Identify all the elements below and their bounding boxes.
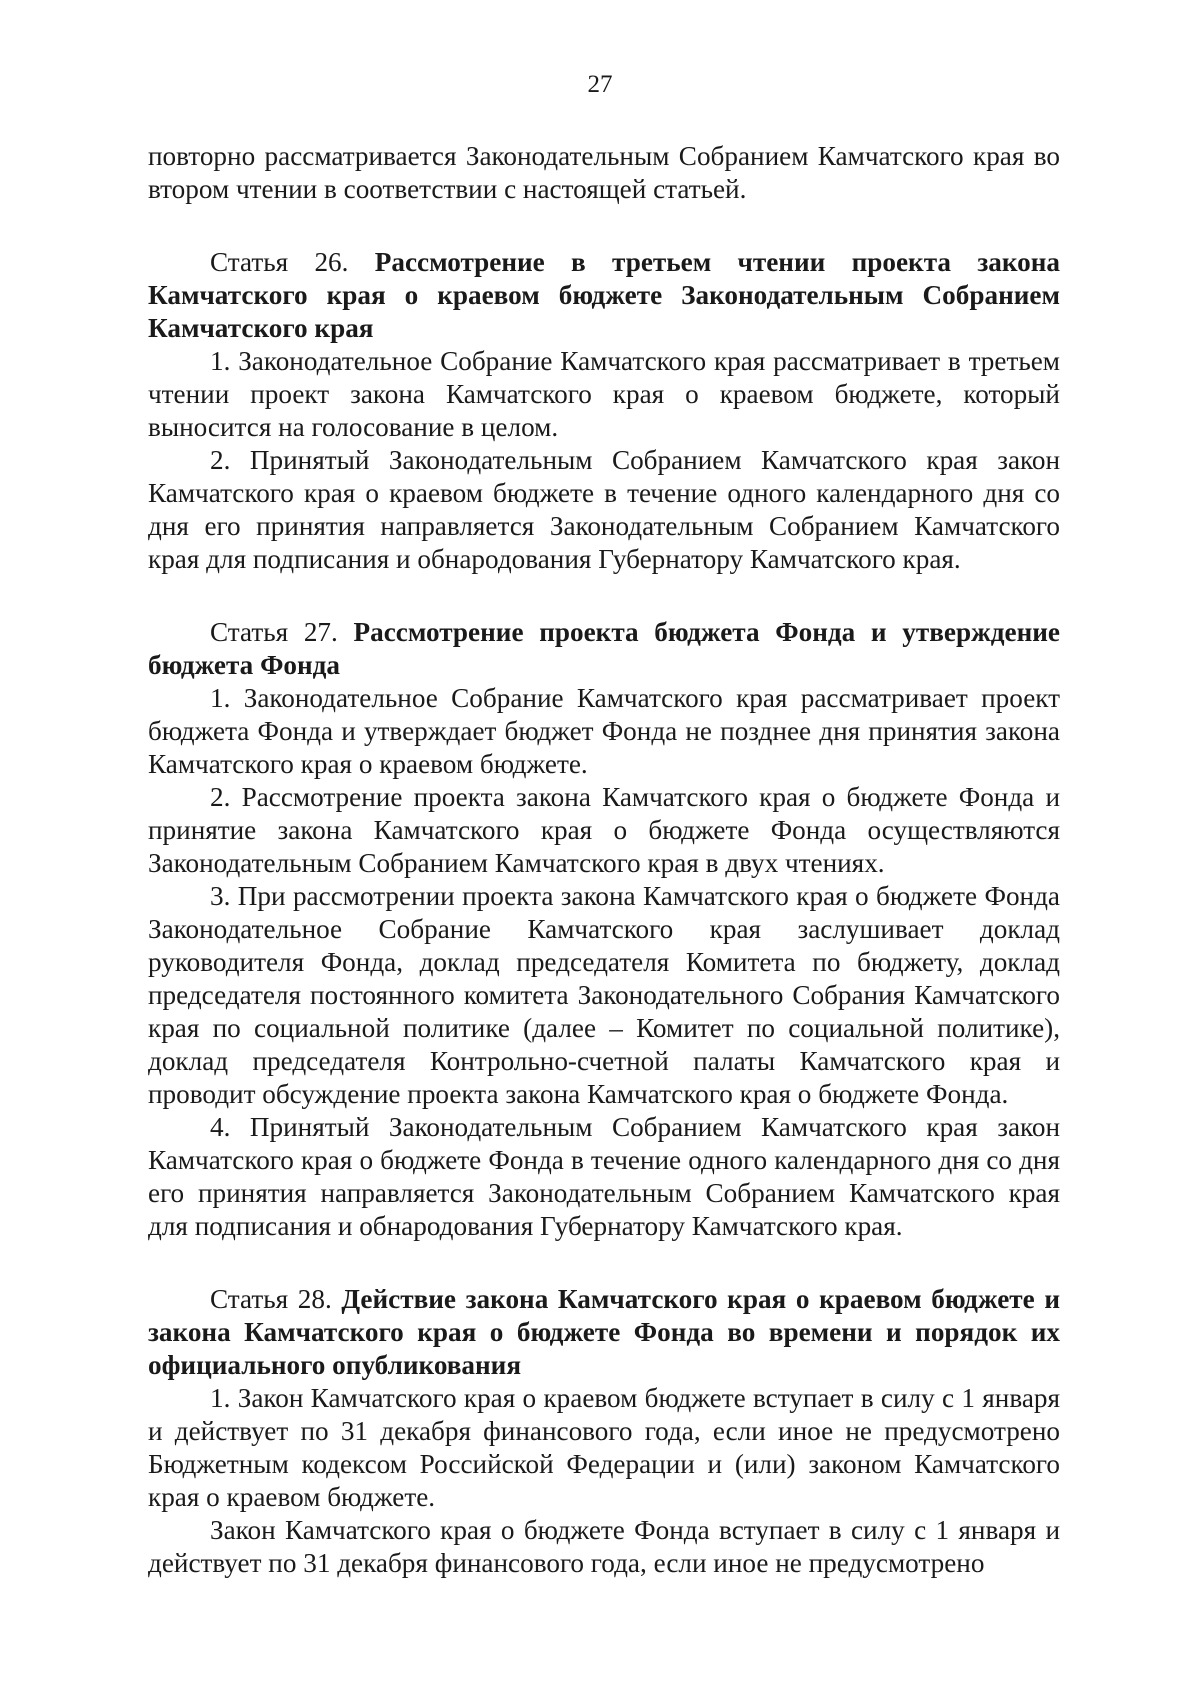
page-number: 27 [587, 71, 613, 98]
intro-paragraph: повторно рассматривается Законодательным Собранием Камчатского края во втором чтении в соответствии с настоящей статьей. [148, 141, 1060, 204]
article-27 [148, 616, 1060, 1243]
article-28 [148, 1283, 1060, 1580]
article-26-title: Рассмотрение в третьем чтении проекта закона Камчатского края о краевом бюджете Законодательным Собранием Камчатского края [148, 247, 1060, 343]
article-27-paragraph-1: 1. Законодательное Собрание Камчатского края рассматривает проект бюджета Фонда и утверждает бюджет Фонда не позднее дня принятия закона Камчатского края о краевом бюджете. [148, 683, 1060, 779]
article-26-paragraph-2: 2. Принятый Законодательным Собранием Камчатского края закон Камчатского края о краевом бюджете в течение одного календарного дня со дня его принятия направляется Законодательным Собранием Камчатского края для подписания и обнародования Губернатору Камчатского края. [148, 445, 1060, 574]
article-27-paragraph-4: 4. Принятый Законодательным Собранием Камчатского края закон Камчатского края о бюджете Фонда в течение одного календарного дня со дня его принятия направляется Законодательным Собранием Камчатского края для подписания и обнародования Губернатору Камчатского края. [148, 1112, 1060, 1241]
article-28-paragraph-2: Закон Камчатского края о бюджете Фонда вступает в силу с 1 января и действует по 31 декабря финансового года, если иное не предусмотрено [148, 1515, 1060, 1578]
article-27-heading [148, 616, 1060, 682]
article-28-number: Статья 28. [210, 1284, 342, 1314]
article-27-number: Статья 27. [210, 617, 354, 647]
article-26-paragraph-1: 1. Законодательное Собрание Камчатского края рассматривает в третьем чтении проект закона Камчатского края о краевом бюджете, который выносится на голосование в целом. [148, 346, 1060, 442]
article-26-number: Статья 26. [210, 247, 375, 277]
article-28-paragraph-1: 1. Закон Камчатского края о краевом бюджете вступает в силу с 1 января и действует по 31 декабря финансового года, если иное не предусмотрено Бюджетным кодексом Российской Федерации и (или) законом Камчатского края о краевом бюджете. [148, 1383, 1060, 1512]
article-27-title: Рассмотрение проекта бюджета Фонда и утверждение бюджета Фонда [148, 617, 1060, 680]
document-body [148, 140, 1060, 1580]
article-27-paragraph-2: 2. Рассмотрение проекта закона Камчатского края о бюджете Фонда и принятие закона Камчатского края о бюджете Фонда осуществляются Законодательным Собранием Камчатского края в двух чтениях. [148, 782, 1060, 878]
article-28-title: Действие закона Камчатского края о краевом бюджете и закона Камчатского края о бюджете Фонда во времени и порядок их официального опубликования [148, 1284, 1060, 1380]
article-27-paragraph-3: 3. При рассмотрении проекта закона Камчатского края о бюджете Фонда Законодательное Собрание Камчатского края заслушивает доклад руководителя Фонда, доклад председателя Комитета по бюджету, доклад председателя постоянного комитета Законодательного Собрания Камчатского края по социальной политике (далее – Комитет по социальной политике), доклад председателя Контрольно-счетной палаты Камчатского края и проводит обсуждение проекта закона Камчатского края о бюджете Фонда. [148, 881, 1060, 1109]
article-26-heading [148, 246, 1060, 345]
article-28-heading [148, 1283, 1060, 1382]
article-26 [148, 246, 1060, 576]
